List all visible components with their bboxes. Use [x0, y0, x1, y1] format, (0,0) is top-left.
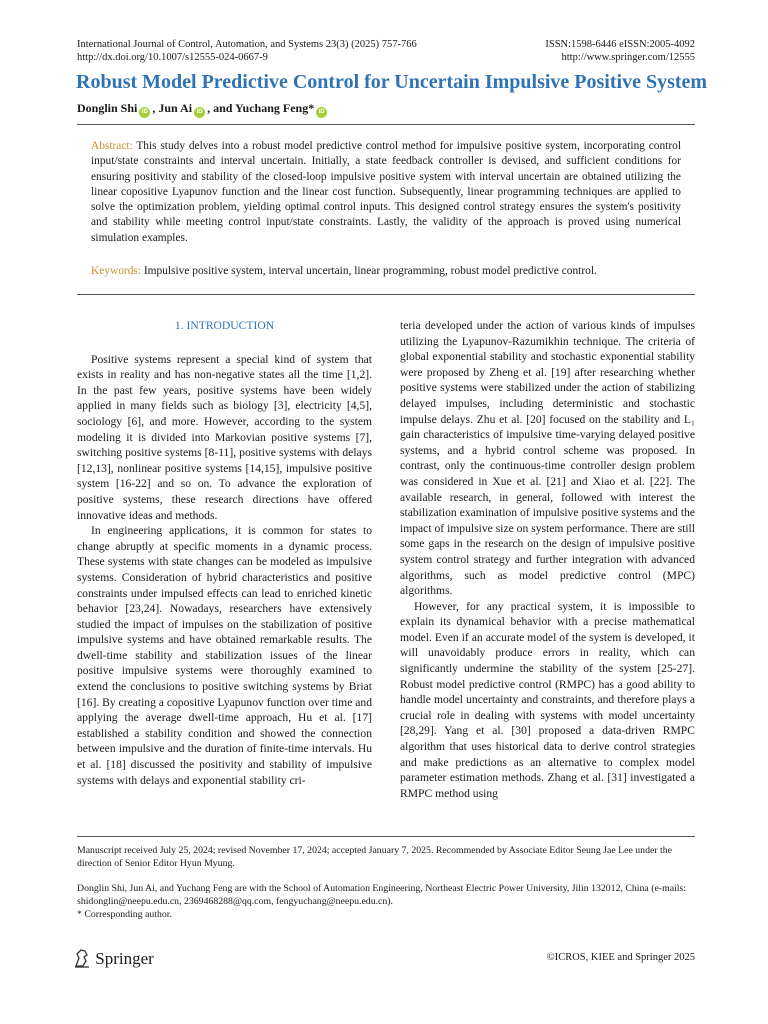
- abstract: [91, 139, 681, 246]
- issn-header: [545, 38, 695, 64]
- keywords-text: Impulsive positive system, interval uncertain, linear programming, robust model predictive control.: [143, 265, 597, 277]
- journal-header: [77, 38, 417, 64]
- issn-text: ISSN:1598-6446 eISSN:2005-4092: [545, 39, 695, 50]
- author-3: , and Yuchang Feng*: [207, 101, 315, 115]
- paragraph: In engineering applications, it is common for states to change abruptly at specific moments in a dynamic process. These systems with state changes can be modeled as impulsive systems. Consideration of hybrid characteristics and positive constraints under impulsed effects can lead to enriched kinetic behavior [23,24]. Nowadays, researchers have extensively studied the impact of impulses on the stabilization of positive impulsive systems and have obtained remarkable results. The dwell-time stability and stabilization issues of the linear positive impulsive systems were thoroughly examined to extend the conclusions to positive switching systems by Briat [16]. By creating a copositive Lyapunov function over time and applying the average dwell-time approach, Hu et al. [17] established a stability condition and showed the connection between impulsive and the duration of finite-time intervals. Hu et al. [18] discussed the positivity and stability of impulsive systems with delays and exponential stability cri-: [77, 524, 372, 787]
- springer-url-link[interactable]: http://www.springer.com/12555: [561, 52, 695, 63]
- copyright: ©ICROS, KIEE and Springer 2025: [546, 952, 695, 963]
- springer-horse-icon: [73, 948, 91, 968]
- paragraph: teria developed under the action of various kinds of impulses utilizing the Lyapunov-Razumikhin technique. The criteria of global exponential stability and stochastic exponential stability were proposed by Zheng et al. [19] after researching whether positive systems were stabilized under the action of stabilizing delayed impulses, including deterministic and stochastic impulse delays. Zhu et al. [20] focused on the stability and L₁ gain characteristics of impulsive time-varying delayed positive systems, and a hybrid control scheme was proposed. In contrast, only the continuous-time controller design problem was considered in Xue et al. [21] and Xiao et al. [22]. The available research, in general, followed with interest the stabilization examination of impulsive positive systems and the impact of impulsive size on system performance. There are still some gaps in the research on the design of impulsive positive system control strategy and further integration with advanced algorithms, such as model predictive control (MPC) algorithms.: [400, 319, 695, 598]
- paper-title: Robust Model Predictive Control for Uncertain Impulsive Positive System: [76, 71, 708, 93]
- orcid-icon[interactable]: iD: [194, 107, 205, 118]
- affiliation-note: Donglin Shi, Jun Ai, and Yuchang Feng are with the School of Automation Engineering, Northeast Electric Power University, Jilin 132012, China (e-mails: shidonglin@neepu.edu.cn, 2369468288@qq.com, fengyuchang@neepu.edu.cn).: [77, 883, 687, 907]
- author-list: [77, 101, 329, 118]
- divider: [77, 836, 695, 837]
- paragraph: However, for any practical system, it is impossible to explain its dynamical behavior with a precise mathematical model. Even if an accurate model of the system is developed, it will unavoidably produce errors in reality, which can significantly undermine the stability of the system [25-27]. Robust model predictive control (RMPC) has a good ability to handle model uncertainty and constraints, and therefore plays a crucial role in dealing with systems with model uncertainty [28,29]. Yang et al. [30] proposed a data-driven RMPC algorithm that uses historical data to derive control strategies and make predictions as an alternative to complex model parameter estimation methods. Zhang et al. [31] investigated a RMPC method using: [400, 599, 695, 800]
- divider: [77, 124, 695, 125]
- publisher-name: Springer: [95, 949, 154, 968]
- paragraph: Positive systems represent a special kind of system that exists in reality and has non-negative states all the time [1,2]. In the past few years, positive systems have been widely applied in many fields such as biology [3], electricity [4,5], sociology [6], and more. However, according to the system modeling it is divided into Markovian positive systems [7], switching positive systems [8-11], positive systems with delays [12,13], nonlinear positive systems [14,15], impulsive positive system [16-22] and so on. To advance the exploration of positive systems, these research directions have offered innovative ideas and methods.: [77, 352, 372, 522]
- left-column: [77, 318, 372, 788]
- springer-logo: [73, 948, 154, 969]
- corresponding-note: * Corresponding author.: [77, 909, 172, 920]
- keywords: [91, 264, 691, 279]
- abstract-text: This study delves into a robust model predictive control method for impulsive positive system, incorporating control input/state constraints and interval uncertain. Initially, a state feedback controller is devised, and sufficient conditions for ensuring positivity and stability of the closed-loop impulsive positive system with interval uncertain are obtained utilizing the linear copositive Lyapunov function and the linear cost function. Subsequently, linear programming techniques are applied to solve the optimization problem, yielding optimal control inputs. This designed control strategy ensures the system's positivity and stability while meeting control input/state constraints. Lastly, the validity of the approach is proved using numerical simulation examples.: [91, 140, 681, 244]
- author-2: , Jun Ai: [152, 101, 193, 115]
- divider: [77, 294, 695, 295]
- manuscript-note: Manuscript received July 25, 2024; revised November 17, 2024; accepted January 7, 2025. Recommended by Associate Editor Seung Jae Lee under the direction of Senior Editor Hyun Myung.: [77, 845, 672, 869]
- section-heading: 1. INTRODUCTION: [174, 319, 275, 332]
- keywords-label: Keywords:: [91, 265, 141, 277]
- orcid-icon[interactable]: iD: [316, 107, 327, 118]
- orcid-icon[interactable]: iD: [139, 107, 150, 118]
- journal-citation: International Journal of Control, Automation, and Systems 23(3) (2025) 757-766: [77, 39, 417, 50]
- right-column: [400, 318, 695, 801]
- author-1: Donglin Shi: [77, 101, 138, 115]
- doi-link[interactable]: http://dx.doi.org/10.1007/s12555-024-0667-9: [77, 52, 268, 63]
- abstract-label: Abstract:: [91, 140, 133, 152]
